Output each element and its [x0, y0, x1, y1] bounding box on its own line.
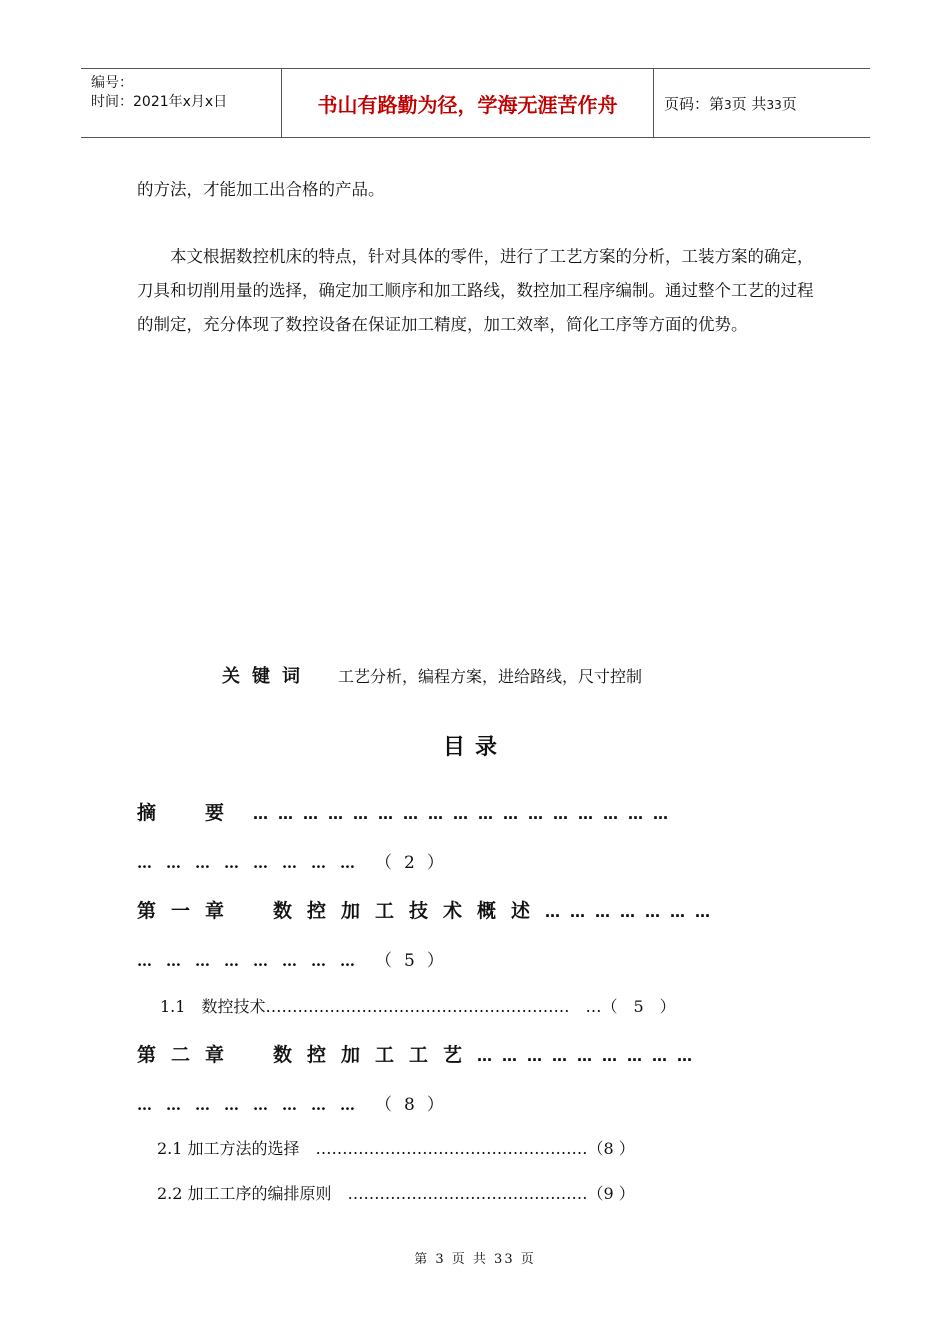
toc-section-2-1: 2.1 加工方法的选择 ……………………………………………（8 ） — [157, 1139, 635, 1158]
toc-ch2-dots: ……………………… — [477, 1047, 703, 1065]
toc-chapter-2-cont — [137, 1090, 456, 1115]
header-page-total: 33 — [766, 98, 782, 112]
toc-abstract-cont — [137, 848, 456, 873]
header-page-mid: 页 共 — [731, 95, 767, 113]
toc-chapter-2 — [137, 1040, 702, 1067]
toc-ch2-title: 第二章 数控加工工艺 — [137, 1044, 478, 1066]
body-paragraph-1: 的方法，才能加工出合格的产品。 — [137, 180, 385, 199]
header-page-info — [664, 93, 797, 114]
toc-ch1-title: 第一章 数控加工技术概述 — [137, 900, 546, 922]
header-page-num: 3 — [724, 98, 732, 112]
toc-abstract-page: （2） — [375, 853, 456, 873]
header-motto: 书山有路勤为径，学海无涯苦作舟 — [282, 69, 654, 137]
toc-chapter-1-cont — [137, 946, 456, 971]
toc-ch1-cont-dots: …………………… — [137, 952, 369, 970]
toc-section-2-2: 2.2 加工工序的编排原则 ………………………………………（9 ） — [157, 1184, 635, 1203]
header-info-cell — [81, 69, 282, 137]
keywords-label: 关键词 — [222, 666, 312, 687]
toc-abstract-dots: …………………………………………… — [253, 805, 679, 823]
body-paragraph-2: 本文根据数控机床的特点，针对具体的零件，进行了工艺方案的分析，工装方案的确定，刀具和切削用量的选择，确定加工顺序和加工路线，数控加工程序编制。通过整个工艺的过程的制定，充分体现了数控设备在保证加工精度，加工效率，简化工序等方面的优势。 — [137, 247, 814, 334]
toc-abstract-title: 摘 要 — [137, 802, 240, 824]
toc-chapter-1 — [137, 896, 720, 923]
header-number-label: 编号： — [91, 75, 133, 91]
toc-ch2-page: （8） — [375, 1095, 456, 1115]
toc-abstract-cont-dots: …………………… — [137, 854, 369, 872]
page-header — [81, 68, 870, 138]
header-time-label: 时间：2021年x月x日 — [91, 94, 228, 110]
toc-ch2-cont-dots: …………………… — [137, 1096, 369, 1114]
page-footer: 第 3 页 共 33 页 — [414, 1252, 536, 1267]
keywords — [222, 662, 642, 688]
toc-title: 目录 — [442, 735, 507, 760]
keywords-text: 工艺分析，编程方案，进给路线，尺寸控制 — [338, 667, 643, 686]
toc-abstract — [137, 798, 678, 825]
toc-ch1-dots: ………………… — [545, 903, 721, 921]
toc-section-1-1: 1.1 数控技术………………………………………………… …（ 5 ） — [160, 997, 676, 1016]
toc-ch1-page: （5） — [375, 951, 456, 971]
header-page-suffix: 页 — [781, 95, 797, 113]
header-page-prefix: 页码：第 — [664, 95, 725, 113]
